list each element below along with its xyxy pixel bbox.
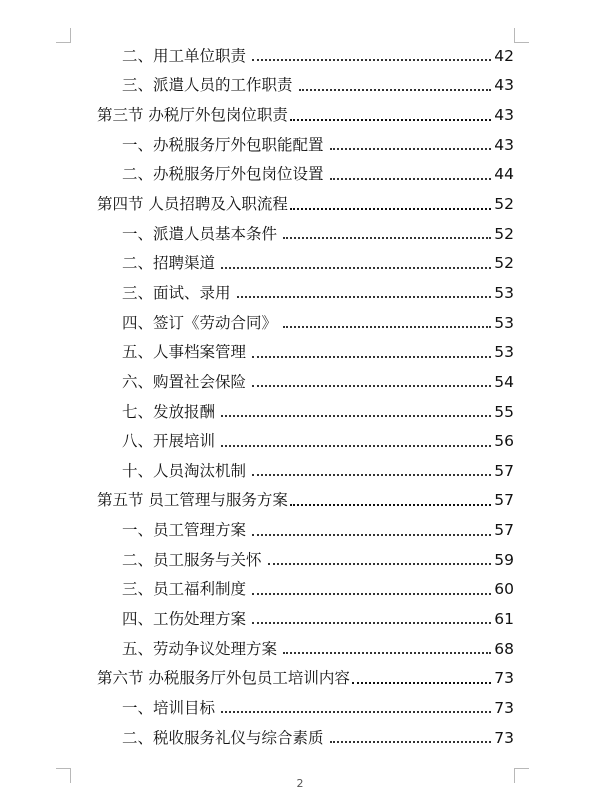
toc-dot-leader — [283, 325, 491, 328]
toc-entry-page-number: 53 — [494, 283, 514, 302]
toc-dot-leader — [237, 295, 492, 298]
toc-entry-page-number: 43 — [494, 76, 514, 95]
toc-entry-page-number: 57 — [494, 461, 514, 480]
toc-entry-page-number: 43 — [494, 106, 514, 125]
toc-entry-page-number: 44 — [494, 165, 514, 184]
page-number: 2 — [296, 777, 304, 790]
toc-entry-page-number: 59 — [494, 550, 514, 569]
toc-dot-leader — [330, 147, 492, 150]
toc-dot-leader — [252, 473, 491, 476]
toc-section-entry[interactable] — [0, 100, 600, 130]
toc-entry-title: 七、发放报酬 — [122, 402, 216, 421]
toc-subsection-entry[interactable] — [0, 367, 600, 397]
toc-dot-leader — [268, 562, 492, 565]
toc-dot-leader — [290, 503, 491, 506]
toc-entry-page-number: 52 — [494, 254, 514, 273]
toc-entry-page-number: 42 — [494, 46, 514, 65]
toc-entry-title: 三、派遣人员的工作职责 — [122, 76, 293, 95]
toc-subsection-entry[interactable] — [0, 337, 600, 367]
toc-dot-leader — [283, 236, 491, 239]
toc-dot-leader — [252, 592, 491, 595]
toc-entry-page-number: 54 — [494, 372, 514, 391]
toc-entry-page-number: 56 — [494, 432, 514, 451]
toc-dot-leader — [290, 207, 491, 210]
toc-subsection-entry[interactable] — [0, 604, 600, 634]
toc-subsection-entry[interactable] — [0, 723, 600, 753]
toc-entry-title: 一、员工管理方案 — [122, 521, 247, 540]
toc-entry-page-number: 61 — [494, 609, 514, 628]
toc-dot-leader — [252, 384, 491, 387]
toc-entry-title: 八、开展培训 — [122, 432, 216, 451]
toc-subsection-entry[interactable] — [0, 634, 600, 664]
toc-entry-page-number: 43 — [494, 135, 514, 154]
toc-entry-title: 二、招聘渠道 — [122, 254, 216, 273]
toc-entry-title: 六、购置社会保险 — [122, 372, 247, 391]
toc-entry-title: 第六节 办税服务厅外包员工培训内容 — [97, 669, 350, 688]
toc-entry-page-number: 57 — [494, 521, 514, 540]
toc-entry-title: 第四节 人员招聘及入职流程 — [97, 195, 288, 214]
toc-dot-leader — [221, 414, 491, 417]
toc-dot-leader — [330, 177, 492, 180]
toc-subsection-entry[interactable] — [0, 456, 600, 486]
toc-dot-leader — [283, 651, 491, 654]
toc-entry-page-number: 73 — [494, 669, 514, 688]
toc-subsection-entry[interactable] — [0, 130, 600, 160]
toc-entry-title: 二、办税服务厅外包岗位设置 — [122, 165, 324, 184]
toc-dot-leader — [221, 444, 491, 447]
table-of-contents — [0, 41, 600, 752]
toc-entry-title: 四、签订《劳动合同》 — [122, 313, 278, 332]
toc-subsection-entry[interactable] — [0, 575, 600, 605]
toc-section-entry[interactable] — [0, 486, 600, 516]
toc-entry-page-number: 55 — [494, 402, 514, 421]
toc-dot-leader — [252, 58, 491, 61]
toc-dot-leader — [252, 533, 491, 536]
toc-entry-page-number: 53 — [494, 313, 514, 332]
toc-entry-page-number: 73 — [494, 698, 514, 717]
toc-entry-title: 第五节 员工管理与服务方案 — [97, 491, 288, 510]
toc-entry-title: 二、用工单位职责 — [122, 46, 247, 65]
toc-subsection-entry[interactable] — [0, 248, 600, 278]
toc-entry-title: 三、员工福利制度 — [122, 580, 247, 599]
toc-subsection-entry[interactable] — [0, 515, 600, 545]
toc-entry-title: 五、人事档案管理 — [122, 343, 247, 362]
toc-entry-title: 五、劳动争议处理方案 — [122, 639, 278, 658]
toc-section-entry[interactable] — [0, 663, 600, 693]
toc-entry-title: 一、派遣人员基本条件 — [122, 224, 278, 243]
toc-entry-title: 二、员工服务与关怀 — [122, 550, 262, 569]
toc-subsection-entry[interactable] — [0, 71, 600, 101]
toc-subsection-entry[interactable] — [0, 160, 600, 190]
toc-entry-page-number: 73 — [494, 728, 514, 747]
toc-subsection-entry[interactable] — [0, 426, 600, 456]
toc-section-entry[interactable] — [0, 189, 600, 219]
toc-entry-title: 四、工伤处理方案 — [122, 609, 247, 628]
toc-subsection-entry[interactable] — [0, 693, 600, 723]
toc-entry-page-number: 52 — [494, 224, 514, 243]
toc-entry-page-number: 60 — [494, 580, 514, 599]
toc-dot-leader — [252, 355, 491, 358]
toc-dot-leader — [221, 266, 491, 269]
toc-entry-title: 三、面试、录用 — [122, 283, 231, 302]
toc-entry-page-number: 52 — [494, 195, 514, 214]
toc-subsection-entry[interactable] — [0, 545, 600, 575]
toc-entry-title: 一、办税服务厅外包职能配置 — [122, 135, 324, 154]
toc-entry-page-number: 57 — [494, 491, 514, 510]
toc-dot-leader — [290, 118, 491, 121]
toc-entry-page-number: 68 — [494, 639, 514, 658]
toc-subsection-entry[interactable] — [0, 278, 600, 308]
toc-entry-page-number: 53 — [494, 343, 514, 362]
toc-entry-title: 二、税收服务礼仪与综合素质 — [122, 728, 324, 747]
toc-subsection-entry[interactable] — [0, 397, 600, 427]
toc-subsection-entry[interactable] — [0, 219, 600, 249]
toc-dot-leader — [252, 621, 491, 624]
toc-entry-title: 第三节 办税厅外包岗位职责 — [97, 106, 288, 125]
toc-entry-title: 十、人员淘汰机制 — [122, 461, 247, 480]
toc-dot-leader — [221, 710, 491, 713]
toc-dot-leader — [330, 740, 492, 743]
toc-subsection-entry[interactable] — [0, 308, 600, 338]
toc-dot-leader — [352, 681, 491, 684]
toc-entry-title: 一、培训目标 — [122, 698, 216, 717]
toc-subsection-entry[interactable] — [0, 41, 600, 71]
toc-dot-leader — [299, 88, 492, 91]
